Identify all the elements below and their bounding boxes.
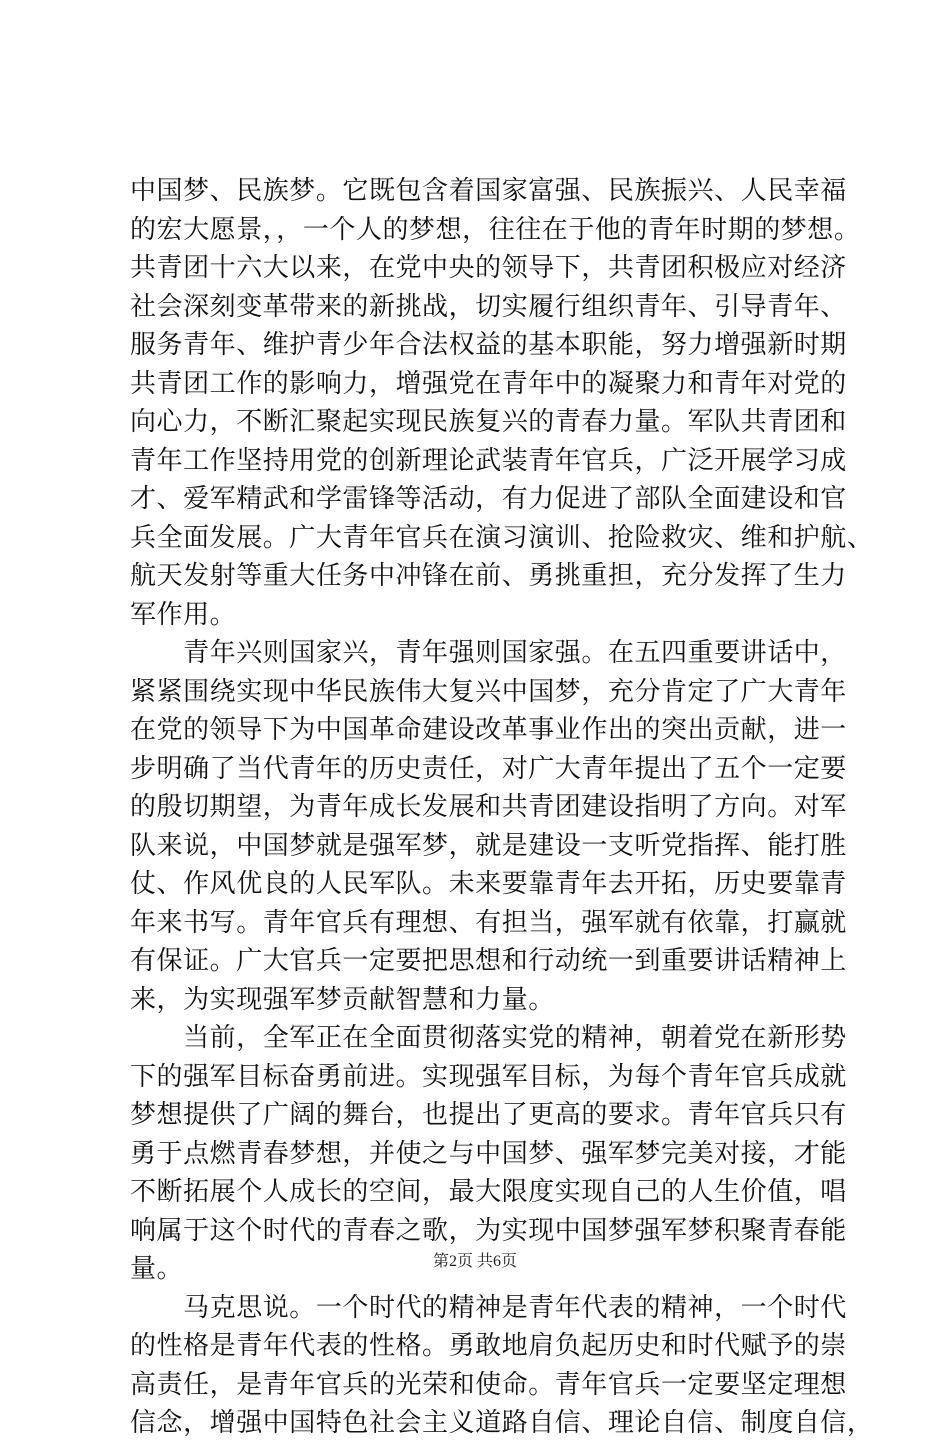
text-line: 不断拓展个人成长的空间，最大限度实现自己的人生价值，唱 <box>130 1177 847 1207</box>
text-line: 中国梦、民族梦。它既包含着国家富强、民族振兴、人民幸福 <box>130 176 847 206</box>
text-line: 来，为实现强军梦贡献智慧和力量。 <box>130 984 555 1015</box>
text-line: 服务青年、维护青少年合法权益的基本职能，努力增强新时期 <box>130 330 847 360</box>
text-line: 在党的领导下为中国革命建设改革事业作出的突出贡献，进一 <box>130 715 847 745</box>
text-line: 勇于点燃青春梦想，并使之与中国梦、强军梦完美对接，才能 <box>130 1138 847 1169</box>
text-line: 步明确了当代青年的历史责任，对广大青年提出了五个一定要 <box>130 753 847 784</box>
text-line: 有保证。广大官兵一定要把思想和行动统一到重要讲话精神上 <box>130 946 847 976</box>
text-line: 响属于这个时代的青春之歌，为实现中国梦强军梦积聚青春能 <box>130 1215 847 1246</box>
text-line: 下的强军目标奋勇前进。实现强军目标，为每个青年官兵成就 <box>130 1061 847 1092</box>
text-line: 马克思说。一个时代的精神是青年代表的精神，一个时代 <box>130 1292 847 1323</box>
text-line: 向心力，不断汇聚起实现民族复兴的青春力量。军队共青团和 <box>130 407 847 437</box>
text-line: 军作用。 <box>130 599 237 630</box>
text-line: 才、爱军精武和学雷锋等活动，有力促进了部队全面建设和官 <box>130 484 847 514</box>
text-line: 兵全面发展。广大青年官兵在演习演训、抢险救灾、维和护航、 <box>130 522 874 553</box>
text-line: 共青团十六大以来，在党中央的领导下，共青团积极应对经济 <box>130 253 847 283</box>
text-line: 高责任，是青年官兵的光荣和使命。青年官兵一定要坚定理想 <box>130 1369 847 1400</box>
text-line: 社会深刻变革带来的新挑战，切实履行组织青年、引导青年、 <box>130 291 847 322</box>
text-line: 紧紧围绕实现中华民族伟大复兴中国梦，充分肯定了广大青年 <box>130 676 847 707</box>
page-number-footer: 第2页 共6页 <box>432 1253 517 1270</box>
text-line: 共青团工作的影响力，增强党在青年中的凝聚力和青年对党的 <box>130 368 847 399</box>
text-line: 年来书写。青年官兵有理想、有担当，强军就有依靠，打赢就 <box>130 907 847 938</box>
text-line: 的殷切期望，为青年成长发展和共青团建设指明了方向。对军 <box>130 792 847 822</box>
text-line: 信念，增强中国特色社会主义道路自信、理论自信、制度自信， <box>130 1408 874 1438</box>
text-line: 青年兴则国家兴，青年强则国家强。在五四重要讲话中， <box>130 638 847 668</box>
text-line: 仗、作风优良的人民军队。未来要靠青年去开拓，历史要靠青 <box>130 869 847 899</box>
text-line: 的性格是青年代表的性格。勇敢地肩负起历史和时代赋予的崇 <box>130 1331 847 1361</box>
text-line: 当前，全军正在全面贯彻落实党的精神，朝着党在新形势 <box>130 1023 847 1053</box>
text-line: 梦想提供了广阔的舞台，也提出了更高的要求。青年官兵只有 <box>130 1100 847 1130</box>
text-line: 的宏大愿景，，一个人的梦想，往往在于他的青年时期的梦想。 <box>130 214 861 245</box>
text-line: 航天发射等重大任务中冲锋在前、勇挑重担，充分发挥了生力 <box>130 561 847 591</box>
text-line: 量。 <box>130 1254 184 1284</box>
text-line: 青年工作坚持用党的创新理论武装青年官兵，广泛开展学习成 <box>130 445 847 476</box>
text-line: 队来说，中国梦就是强军梦，就是建设一支听党指挥、能打胜 <box>130 830 847 861</box>
